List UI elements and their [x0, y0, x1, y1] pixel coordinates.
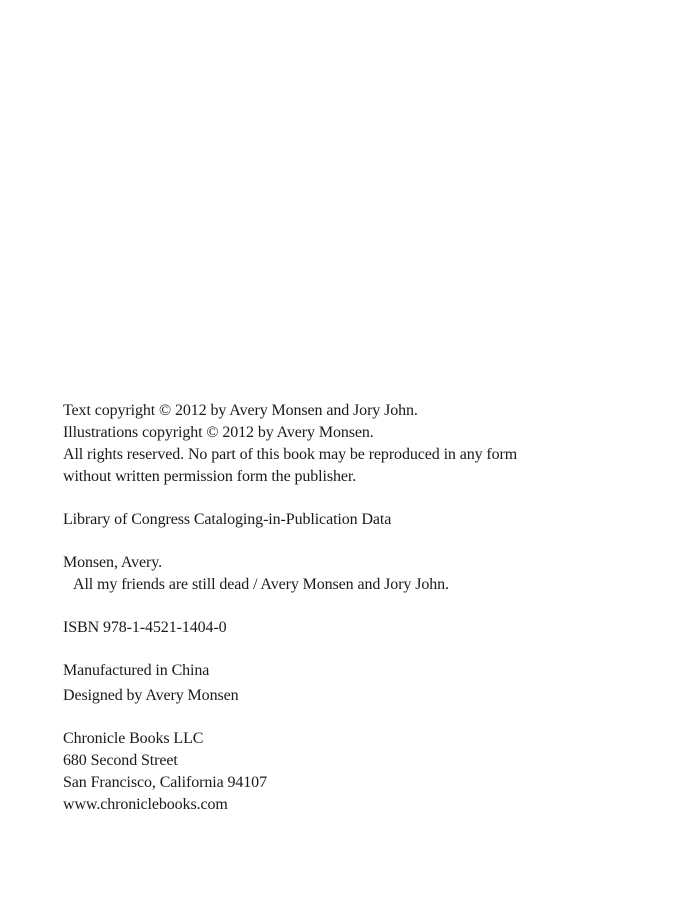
illustrations-copyright-line: Illustrations copyright © 2012 by Avery Monsen. [63, 424, 374, 441]
rights-reserved-line: All rights reserved. No part of this book may be reproduced in any form [63, 446, 518, 463]
spacer [63, 531, 623, 552]
spacer [63, 596, 623, 617]
publisher-name: Chronicle Books LLC [63, 730, 204, 747]
spacer [63, 707, 623, 728]
manufactured-line: Manufactured in China [63, 662, 210, 679]
isbn-line: ISBN 978-1-4521-1404-0 [63, 619, 227, 636]
publisher-street: 680 Second Street [63, 752, 178, 769]
publisher-city: San Francisco, California 94107 [63, 774, 267, 791]
designed-by-line: Designed by Avery Monsen [63, 687, 239, 704]
cip-author: Monsen, Avery. [63, 554, 163, 571]
cip-title-line: All my friends are still dead / Avery Monsen and Jory John. [73, 576, 449, 593]
publisher-website: www.chroniclebooks.com [63, 796, 228, 813]
text-copyright-line: Text copyright © 2012 by Avery Monsen and Jory John. [63, 402, 418, 419]
copyright-block [63, 400, 623, 816]
permission-line: without written permission form the publisher. [63, 468, 357, 485]
spacer [63, 639, 623, 660]
cip-heading: Library of Congress Cataloging-in-Publication Data [63, 511, 392, 528]
spacer [63, 488, 623, 509]
